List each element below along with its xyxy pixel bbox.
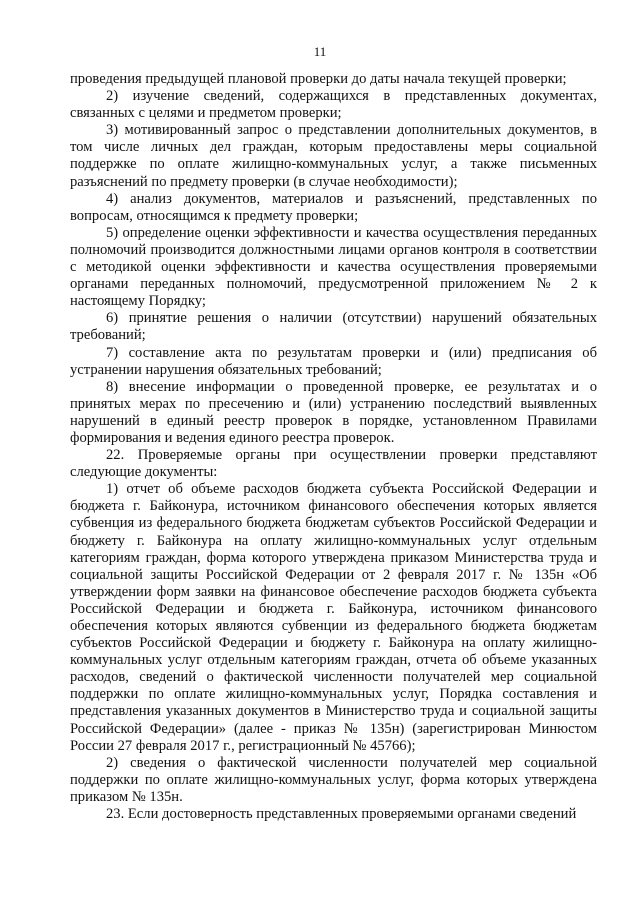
paragraph-item-4: 4) анализ документов, материалов и разъяснений, представленных по вопросам, относящимся к предмету проверки; [70,190,597,224]
paragraph-continuation: проведения предыдущей плановой проверки до даты начала текущей проверки; [70,71,567,87]
page-number: 11 [313,44,327,59]
paragraph-item-8: 8) внесение информации о проведенной проверке, ее результатах и о принятых мерах по пресечению и (или) устранению последствий выявленных нарушений в единый реестр проверок в порядке, установленном Правилами формирования и ведения единого реестра проверок. [70,378,597,446]
paragraph-section-22: 22. Проверяемые органы при осуществлении проверки представляют следующие документы: [70,447,597,481]
paragraph-item-7: 7) составление акта по результатам проверки и (или) предписания об устранении нарушения обязательных требований; [70,344,597,378]
paragraph-item-2: 2) изучение сведений, содержащихся в представленных документах, связанных с целями и предметом проверки; [70,88,597,122]
paragraph-item-5: 5) определение оценки эффективности и качества осуществления переданных полномочий производится должностными лицами органов контроля в соответствии с методикой оценки эффективности и качества осуществления проверяемыми органами переданных полномочий, предусмотренной приложением № 2 к настоящему Порядку; [70,224,597,310]
paragraph-item-6: 6) принятие решения о наличии (отсутствии) нарушений обязательных требований; [70,310,597,344]
paragraph-section-22-item-2: 2) сведения о фактической численности получателей мер социальной поддержки по оплате жилищно-коммунальных услуг, форма которых утверждена приказом № 135н. [70,754,597,805]
paragraph-section-23: 23. Если достоверность представленных проверяемыми органами сведений [106,806,577,823]
paragraph-item-3: 3) мотивированный запрос о представлении дополнительных документов, в том числе личных дел граждан, которым предоставлены меры социальной поддержке по оплате жилищно-коммунальных услуг, а также письменных разъяснений по предмету проверки (в случае необходимости); [70,122,597,190]
document-body [70,71,597,823]
paragraph-section-22-item-1: 1) отчет об объеме расходов бюджета субъекта Российской Федерации и бюджета г. Байконура, источником финансового обеспечения которых является субвенция из федерального бюджета бюджетам субъектов Российской Федерации и бюджету г. Байконура на оплату жилищно-коммунальных услуг отдельным категориям граждан, форма которого утверждена приказом Министерства труда и социальной защиты Российской Федерации от 2 февраля 2017 г. № 135н «Об утверждении форм заявки на финансовое обеспечение расходов бюджета субъекта Российской Федерации и бюджета г. Байконура, источником финансового обеспечения которых являются субвенции из федерального бюджета бюджетам субъектов Российской Федерации и бюджету г. Байконура на оплату жилищно-коммунальных услуг отдельным категориям граждан, отчета об объеме указанных расходов, сведений о фактической численности получателей мер социальной поддержки по оплате жилищно-коммунальных услуг, Порядка составления и представления указанных документов в Министерство труда и социальной защиты Российской Федерации» (далее - приказ № 135н) (зарегистрирован Минюстом России 27 февраля 2017 г., регистрационный № 45766); [70,481,597,754]
